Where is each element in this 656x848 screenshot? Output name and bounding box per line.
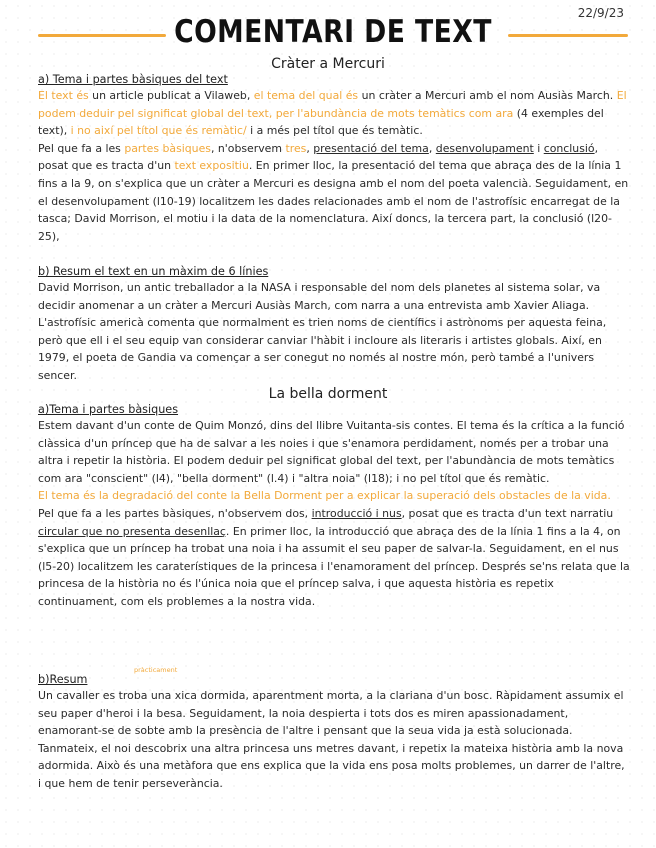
section2-part-b: [38, 666, 630, 793]
section1-part-a-paragraph-2: [38, 140, 630, 246]
section1-subtitle: Cràter a Mercuri: [271, 56, 385, 72]
section2-part-b-heading: b)Resum: [38, 673, 88, 686]
text-span: presentació del tema: [313, 141, 429, 155]
text-span: circular que no presenta desenllaç: [38, 524, 226, 538]
text-span: introducció i nus: [311, 506, 402, 520]
text-span: , n'observem: [210, 141, 286, 155]
text-span: Pel que fa a les partes bàsiques, n'observem dos,: [38, 506, 312, 520]
section1-part-a-heading: a) Tema i partes bàsiques del text: [38, 73, 228, 86]
section2-subtitle: La bella dorment: [268, 386, 388, 402]
text-span: i no així pel títol que és remàtic/: [70, 124, 247, 138]
text-span: conclusió: [543, 141, 595, 155]
section1-part-b-heading: b) Resum el text en un màxim de 6 línies: [38, 265, 269, 278]
section2-part-a-paragraph-2: El tema és la degradació del conte la Bella Dorment per a explicar la superació dels obstacles de la vida.: [38, 489, 611, 503]
text-span: un cràter a Mercuri amb el nom Ausiàs March.: [358, 89, 617, 102]
text-span: un article publicat a Vilaweb,: [88, 89, 254, 102]
text-span: ,: [428, 141, 436, 155]
text-span: . En primer lloc, la introducció que abraça des de la línia 1 fins a la 4, on s'explica que un príncep ha trobat una noia i ha assumit el seu paper de salvar-la. Seguidament, en el nus (l5-20) localitzem les caraterístiques de la princesa i l'enamorament del príncep. Després se'ns relata que la princesa de la història no és l'única noia que el príncep salva, i que aquesta història es repetix continuament, com els problemes a la nostra vida.: [38, 524, 630, 608]
section2-part-a-paragraph-3: [38, 505, 630, 611]
date-label: 22/9/23: [577, 6, 624, 20]
text-span: . En primer lloc, la presentació del tema que abraça des de la línia 1 fins a la 9, on s'explica que un cràter a Mercuri es designa amb el nom del poeta valencià. Seguidament, en el desenvolupament (l10-19) localitzem les dades relacionades amb el nom de l'astrofísic encarregat de la tasca; David Morrison, el motiu i la data de la nomenclatura. Així doncs, la tercera part, la conclusió (l20-25),: [38, 159, 629, 243]
text-span: el tema del qual és: [253, 89, 359, 102]
text-span: Pel que fa a les: [38, 141, 125, 155]
title-row: [38, 14, 628, 54]
section2-part-a-paragraph-1: Estem davant d'un conte de Quim Monzó, dins del llibre Vuitanta-sis contes. El tema és la crítica a la funció clàssica d'un príncep que ha de salvar a les noies i que s'enamora perdidament, només per a trobar una altra i repetir la història. El podem deduir pel significat global del text, per l'abundància de mots temàtics com ara "conscient" (l4), "bella dorment" (l.4) i "altra noia" (l18); i no pel títol que és remàtic.: [38, 419, 625, 485]
text-span: , posat que es tracta d'un text narratiu: [401, 506, 614, 520]
page-title: COMENTARI DE TEXT: [174, 14, 492, 50]
text-span: i a més pel títol que és temàtic.: [246, 124, 423, 138]
section1-part-a: [38, 72, 630, 245]
section1-part-b: [38, 264, 630, 385]
section2-part-b-paragraph: Un cavaller es troba una xica dormida, aparentment morta, a la clariana d'un bosc. Ràpidament assumix el seu paper d'heroi i la besa. Seguidament, la noia despierta i tots dos es miren apassionadament, enamorant-se de sobte amb la presència de l'altre i pensant que la seua vida ja està solucionada. Tanmateix, el noi descobrix una altra princesa uns metres davant, i repetix la mateixa història amb la nova adormida. Això és una metàfora que ens explica que la vida ens posa molts problemes, un darrer de l'altre, i que hem de tenir perseverància.: [38, 689, 625, 790]
text-span: ,: [306, 141, 314, 155]
text-span: text expositiu: [174, 159, 249, 173]
text-span: (4 exemples del text),: [38, 106, 604, 138]
section2-part-a: [38, 402, 630, 611]
section1-part-b-paragraph: David Morrison, un antic treballador a la NASA i responsable del nom dels planetes al sistema solar, va decidir anomenar a un cràter a Mercuri Ausiàs March, com narra a una entrevista amb Xavier Aliaga. L'astrofísic americà comenta que normalment es trien noms de científics i astrònoms per aquesta feina, però que ell i el seu equip van considerar canviar l'hàbit i incloure als literaris i artistes globals. Així, en 1979, el poeta de Gandia va començar a ser conegut no només al nostre món, però també a l'univers sencer.: [38, 281, 607, 382]
margin-note: pràcticament: [134, 666, 178, 674]
section1-part-a-paragraph-1: [38, 87, 630, 140]
text-span: , posat que es tracta d'un: [38, 141, 599, 173]
text-span: El text és: [38, 89, 89, 102]
text-span: i: [533, 141, 544, 155]
title-rule-right: [508, 34, 628, 37]
section2-part-a-heading: a)Tema i partes bàsiques: [38, 403, 179, 416]
text-span: partes bàsiques: [124, 141, 211, 155]
text-span: El podem deduir pel significat global del text, per l'abundància de mots temàtics com ara: [38, 89, 627, 120]
text-span: desenvolupament: [435, 141, 534, 155]
text-span: tres: [285, 141, 307, 155]
